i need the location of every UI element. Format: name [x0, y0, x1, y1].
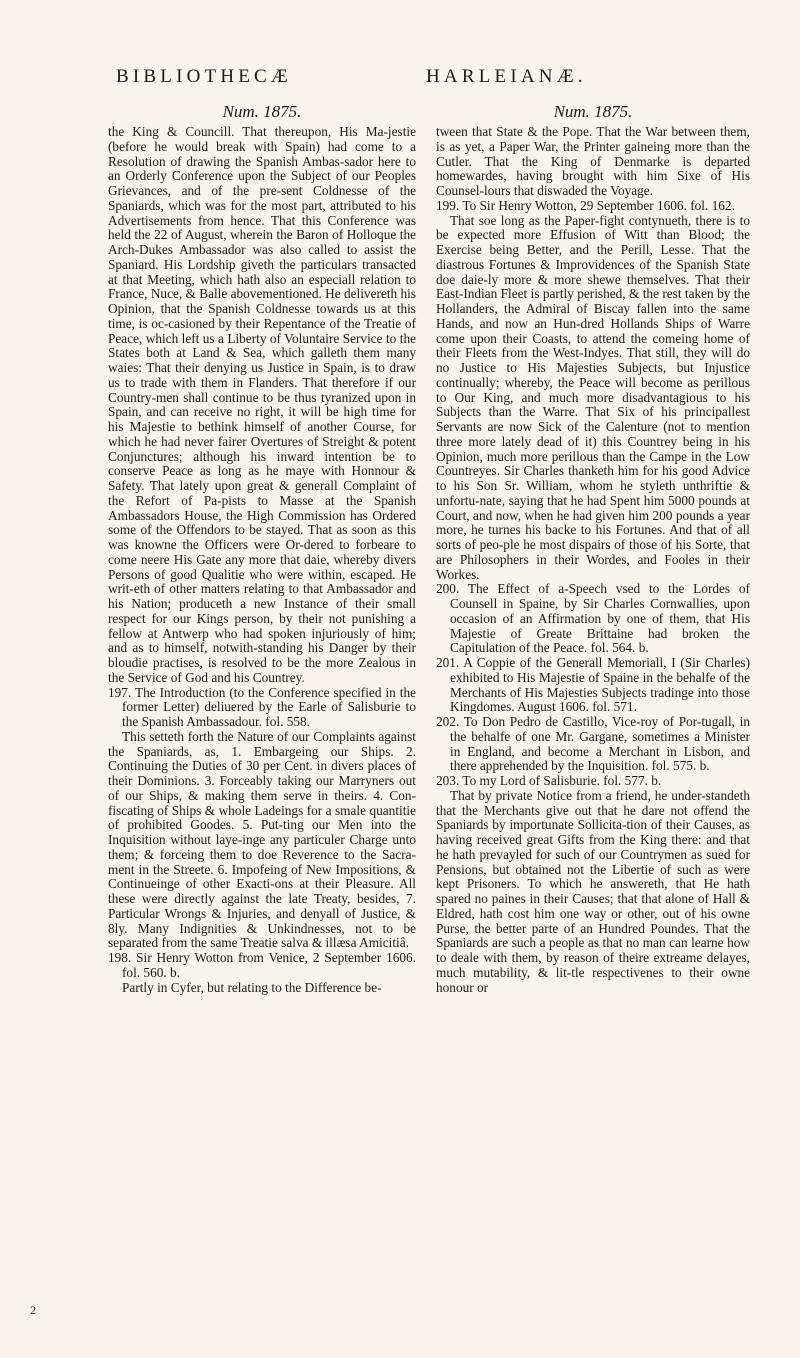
entry-text: Sir Henry Wotton from Venice, 2 September 1606. fol. 560. b. [122, 950, 416, 980]
entry-number: 202. [436, 714, 460, 729]
entry-199-summary: That soe long as the Paper-fight contynueth, there is to be expected more Effusion of Witt than Blood; the Exercise being Better, and the Perill, Lesse. That the diastrous Fortunes & Improvidences of the Spanish State doe daie-ly more & more shewe themselves. That their East-Indian Fleet is partly perished, & the rest taken by the Hollanders, the Admiral of Biscay fallen into the same Hands, and now an Hun-dred Hollands Ships of Warre come upon their Coasts, to attend the comeing home of their Fleets from the West-Indyes. That still, they will do no Justice to His Majesties Subjects, but Injustice continually; whereby, the Peace will become as perillous to Our King, and much more disadvantagious to his Subjects than the Warre. That Six of his principallest Servants are now Sick of the Calenture (not to mention three more lately dead of it) this Countrey being in his Opinion, much more perillous than the Campe in the Low Countreyes. Sir Charles thanketh him for his good Advice to his Son Sr. William, whom he styleth unthriftie & unfortu-nate, saying that he had Spent him 5000 pounds at Court, and now, when he had given him 200 pounds a year more, he turnes his backe to his Fortunes. And that of all sorts of peo-ple he most dispairs of those of his Sorte, that are Philosophers in their Wordes, and Fooles in their Workes. [436, 212, 750, 582]
entry-200 [436, 582, 750, 656]
entry-text: The Introduction (to the Conference specified in the former Letter) deliuered by the Earle of Salisburie to the Spanish Ambassadour. fol. 558. [122, 684, 416, 729]
header-right: HARLEIANÆ. [426, 66, 587, 87]
entry-197 [108, 686, 416, 730]
right-paragraph-1: tween that State & the Pope. That the War between them, is as yet, a Paper War, the Printer gaineing more than the Cutler. That the King of Denmarke is departed homewardes, having brought with him Sixe of His Counsel-lours that diswaded the Voyage. [436, 124, 750, 198]
left-column-heading: Num. 1875. [222, 102, 302, 121]
left-column [108, 102, 416, 995]
right-column [436, 102, 750, 995]
entry-text: The Effect of a-Speech vsed to the Lordes of Counsell in Spaine, by Sir Charles Cornwallies, upon occasion of an Affirmation by one of them, that His Majestie of Greate Brittaine had broken the Capitulation of the Peace. fol. 564. b. [450, 581, 750, 656]
entry-text: To Sir Henry Wotton, 29 September 1606. fol. 162. [462, 197, 735, 213]
entry-203-summary: That by private Notice from a friend, he under-standeth that the Merchants give out that he dare not offend the Spaniards by importunate Sollicita-tion of their Causes, as having received great Gifts from the King there: and that he hath prevayled for such of our Countrymen as sued for Pensions, but obtained not the Libertie of such as were kept Prisoners. To which he answereth, that He hath spared no paines in their Causes; that that alone of Hall & Eldred, hath cost him one way or other, out of his owne Purse, the better parte of an Hundred Poundes. That the Spaniards are such a people as that no man can learne how to deale with them, by reason of theire extreame delayes, much mutability, & lit-tle respectivenes to their owne honour or [436, 787, 750, 995]
page-number: 2 [30, 1303, 36, 1317]
right-column-heading: Num. 1875. [553, 102, 633, 121]
entry-number: 199. [436, 197, 460, 213]
entry-text: A Coppie of the Generall Memoriall, I (Sir Charles) exhibited to His Majestie of Spaine in the behalfe of the Merchants of His Majesties Subjects tradinge into those Kingdomes. August 1606. fol. 571. [450, 655, 751, 715]
entry-text: To Don Pedro de Castillo, Vice-roy of Por-tugall, in the behalfe of one Mr. Gargane, sometimes a Minister in England, and become a Merchant in Lisbon, and there apprehended by the Inquisition. fol. 575. b. [450, 714, 750, 774]
entry-201 [436, 656, 750, 715]
entry-197-summary: This setteth forth the Nature of our Complaints against the Spaniards, as, 1. Embargeing our Ships. 2. Continuing the Duties of 30 per Cent. in divers places of their Dominions. 3. Forceably taking our Marryners out of our Ships, & making them serve in theirs. 4. Con-fiscating of Ships & whole Ladeings for a smale quantitie of prohibited Goodes. 5. Put-ting our Men into the Inquisition without laye-inge any particuler Charge unto them; & forceing them to doe Reverence to the Sacra-ment in the Streete. 6. Impofeing of New Impositions, & Continueinge of other Exacti-ons at their Pleasure. All these were directly against the late Treaty, besides, 7. Particular Wrongs & Injuries, and denyall of Justice, & 8ly. Many Indignities & Unkindnesses, not to be separated from the same Treatie salva & illæsa Amicitiâ. [108, 728, 416, 951]
entry-text: To my Lord of Salisburie. fol. 577. b. [462, 773, 662, 788]
entry-number: 200. [436, 581, 460, 597]
entry-number: 198. [108, 950, 132, 965]
entry-198 [108, 951, 416, 981]
entry-number: 197. [108, 684, 132, 700]
entry-number: 203. [436, 773, 460, 788]
header-left: BIBLIOTHECÆ [116, 66, 293, 87]
left-paragraph-1: the King & Councill. That thereupon, His Ma-jestie (before he would break with Spain) had come to a Resolution of drawing the Spanish Ambas-sador here to an Orderly Conference upon the Subject of our Peoples Grievances, and of the pre-sent Coldnesse of the Spaniards, which was for the most part, attributed to his Advertisements from hence. That this Conference was held the 22 of August, wherein the Baron of Holloque the Arch-Dukes Ambassador was also called to assist the Spaniard. His Lordship giveth the particulars transacted at that Meeting, which hath also an especiall relation to France, Nuce, & Balle abovementioned. He delivereth his Opinion, that the Spanish Coldnesse towards us at this time, is oc-casioned by their Repentance of the Treatie of Peace, which left us a Liberty of Voluntaire Service to the States both at Land & Sea, which galleth them many waies: That their denying us Justice in Spain, is to draw us to trade with them in Flanders. That therefore if our Country-men shall continue to be thus tyranized upon in Spain, and can receive no right, it will be high time for his Majestie to bethink himself of another Course, for which he had never fairer Overtures of Streight & potent Conjunctures; although his inward intention be to conserve Peace as long as he maye with Honnour & Safety. That lately upon great & generall Complaint of the Refort of Pa-pists to Masse at the Spanish Ambassadors House, the High Commission has Ordered some of the Offendors to be stayed. That as soon as this was knowne the Officers were Or-dered to forbeare to come neere His Gate any more that daie, whereby divers Persons of good Qualitie who were within, escaped. He writ-eth of other matters relating to that Ambassador and his Nation; produceth a new Instance of their small respect for our Kings person, by their not punishing a fellow at Antwerp who had spoken injuriously of him; and as to himself, notwith-standing his Danger by their bloudie practises, is resolved to be the more Zealous in the Service of God and his Countrey. [108, 124, 416, 685]
running-header [0, 66, 800, 96]
entry-203 [436, 774, 750, 789]
entry-number: 201. [436, 655, 460, 670]
entry-198-summary: Partly in Cyfer, but relating to the Difference be- [122, 979, 382, 995]
entry-199 [436, 199, 750, 214]
entry-202 [436, 715, 750, 774]
